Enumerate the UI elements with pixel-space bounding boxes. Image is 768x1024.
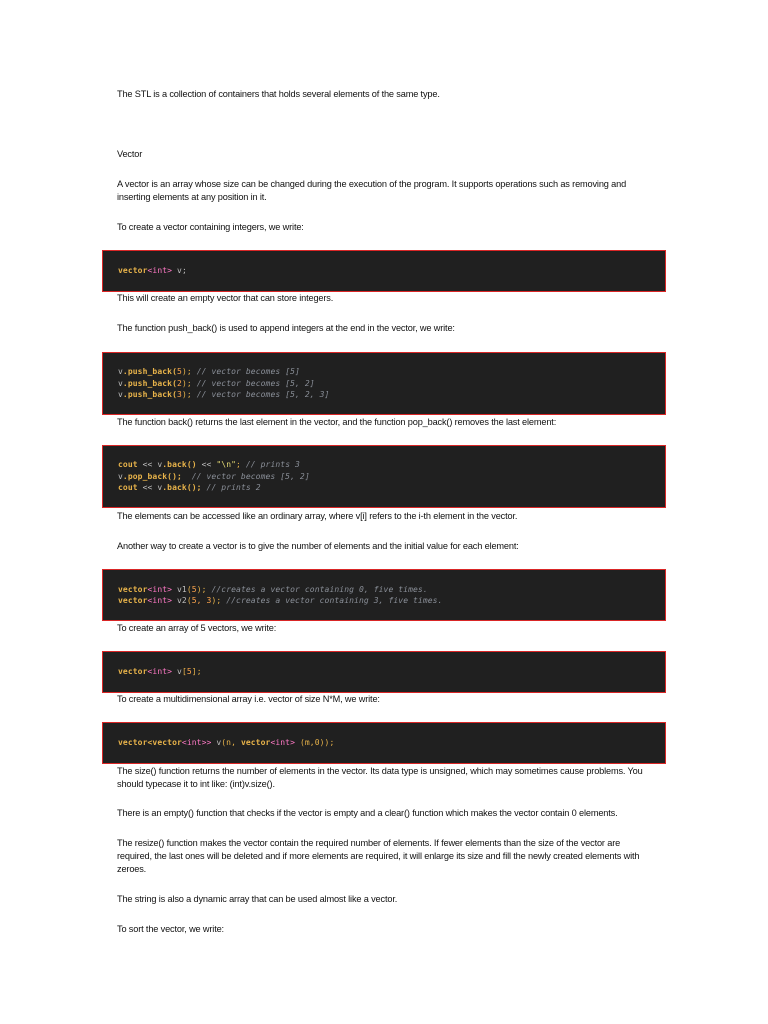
code-token: v (118, 390, 123, 400)
multidimensional-paragraph: To create a multidimensional array i.e. vector of size N*M, we write: (117, 694, 380, 704)
back-pop-paragraph: The function back() returns the last element in the vector, and the function pop_back() removes the last element: (117, 417, 557, 427)
code-token: v (172, 266, 182, 276)
code-token: vector (118, 596, 148, 605)
code-token: "\n" (216, 460, 237, 470)
code-token: //creates a vector containing 0, five times. (206, 584, 428, 594)
code-line (118, 378, 650, 390)
code-token: <int> (270, 738, 296, 748)
code-token: v2 (172, 596, 187, 605)
code-token: cout (118, 460, 138, 470)
code-token: // prints 3 (240, 460, 300, 470)
code-token: .back(); (162, 483, 202, 493)
code-token: (m,0)); (295, 738, 335, 748)
vector-heading: Vector (117, 149, 143, 159)
code-token: // vector becomes [5, 2] (191, 378, 315, 388)
code-token: ( (186, 584, 192, 594)
code-token: 5 (191, 584, 197, 594)
code-token: 5 (177, 367, 182, 377)
code-token: <int> (147, 584, 173, 594)
code-token: //creates a vector containing 3, five times. (221, 596, 443, 605)
code-line (118, 459, 650, 471)
code-block-multidimensional (102, 722, 666, 764)
code-token: <int> (147, 596, 173, 605)
empty-clear-paragraph: There is an empty() function that checks if the vector is empty and a clear() function which makes the vector contain 0 elements. (117, 808, 618, 818)
vector-definition-paragraph: A vector is an array whose size can be changed during the execution of the program. It supports operations such as removing and inserting elements at any position in it. (117, 179, 627, 202)
code-token: .back() (162, 460, 197, 470)
code-token: .push_back( (122, 390, 178, 400)
code-token: <int> (147, 667, 173, 677)
code-token: .pop_back(); (122, 471, 182, 481)
code-token: .push_back( (122, 378, 178, 388)
code-token: vector (118, 667, 148, 677)
code-line (118, 737, 650, 749)
code-token: ); (181, 367, 192, 377)
code-token: 2 (177, 378, 182, 388)
code-token: v (118, 378, 123, 388)
code-token: (n, (221, 738, 241, 748)
code-line (118, 482, 650, 494)
push-back-paragraph: The function push_back() is used to append integers at the end in the vector, we write: (117, 323, 455, 333)
code-token: v (157, 483, 163, 493)
code-token: <int> (147, 266, 173, 276)
code-line (118, 471, 650, 483)
code-line (118, 389, 650, 401)
code-token: 5, 3 (191, 596, 212, 605)
code-line (118, 584, 650, 596)
code-block-push-back (102, 352, 666, 415)
code-token: // prints 2 (201, 483, 261, 493)
code-token: ); (196, 584, 207, 594)
code-token: // vector becomes [5] (191, 367, 300, 377)
create-int-vector-paragraph: To create a vector containing integers, we write: (117, 222, 304, 232)
code-token: ]; (191, 667, 202, 677)
another-way-paragraph: Another way to create a vector is to give the number of elements and the initial value for each element: (117, 541, 519, 551)
code-token: .push_back( (122, 367, 178, 377)
code-token: << (137, 483, 158, 493)
string-note-paragraph: The string is also a dynamic array that can be used almost like a vector. (117, 894, 398, 904)
code-line (118, 366, 650, 378)
code-token: <vector (147, 738, 182, 748)
sort-intro-paragraph: To sort the vector, we write: (117, 924, 224, 934)
code-token: v (172, 667, 182, 677)
code-line (118, 595, 650, 607)
code-line (118, 666, 650, 678)
array-of-vectors-paragraph: To create an array of 5 vectors, we write: (117, 623, 277, 633)
intro-paragraph: The STL is a collection of containers that holds several elements of the same type. (117, 89, 440, 99)
code-token: [ (181, 667, 187, 677)
code-token: <int>> (181, 738, 212, 748)
code-token: 5 (186, 667, 192, 677)
code-token: v (211, 738, 222, 748)
code-token: ); (181, 378, 192, 388)
code-token: vector (118, 266, 148, 276)
code-token: ; (236, 460, 241, 470)
size-function-paragraph: The size() function returns the number of elements in the vector. Its data type is unsigned, which may sometimes cause problems. You should typecase it to int like: (int)v.size(). (117, 766, 643, 789)
code-token: << (137, 460, 158, 470)
code-token: v (157, 460, 163, 470)
code-token: ); (181, 390, 192, 400)
code-token: ; (181, 266, 187, 276)
element-access-paragraph: The elements can be accessed like an ordinary array, where v[i] refers to the i-th element in the vector. (117, 511, 518, 521)
code-token: vector (118, 584, 148, 594)
code-token: v (118, 471, 123, 481)
code-token: << (196, 460, 217, 470)
code-token: // vector becomes [5, 2] (181, 471, 310, 481)
code-token: 3 (177, 390, 182, 400)
code-block-array-of-vectors (102, 651, 666, 693)
code-token: vector (240, 738, 271, 748)
code-token: v1 (172, 584, 187, 594)
code-line (118, 265, 650, 277)
code-block-back-pop (102, 445, 666, 508)
empty-vector-paragraph: This will create an empty vector that can store integers. (117, 293, 334, 303)
code-token: v (118, 367, 123, 377)
resize-paragraph: The resize() function makes the vector contain the required number of elements. If fewer elements than the size of the vector are required, the last ones will be deleted and if more elements are required, it will enlarge its size and fill the newly created elements with zeroes. (117, 838, 640, 874)
code-block-init-count (102, 569, 666, 621)
code-token: cout (118, 483, 138, 493)
code-block-declare-vector (102, 250, 666, 292)
code-token: vector (118, 738, 148, 748)
code-token: // vector becomes [5, 2, 3] (191, 390, 330, 400)
code-token: ( (186, 596, 192, 605)
code-token: ); (211, 596, 222, 605)
